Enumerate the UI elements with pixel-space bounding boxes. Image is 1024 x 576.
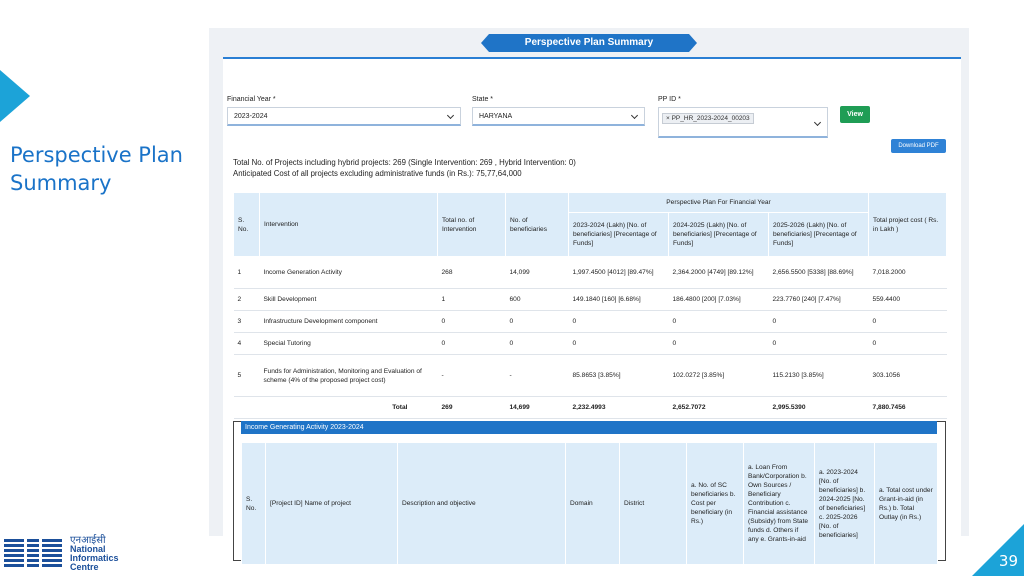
chevron-down-icon — [814, 119, 821, 126]
view-button[interactable]: View — [840, 106, 870, 123]
state-label: State * — [472, 96, 494, 103]
plan-card — [223, 57, 961, 547]
nic-logo — [4, 536, 119, 572]
iga-col-sno: S. No. — [242, 443, 266, 565]
nic-logo-mark — [4, 539, 65, 569]
col-group-financial-year: Perspective Plan For Financial Year — [569, 193, 869, 213]
pp-id-tag[interactable]: × PP_HR_2023-2024_00203 — [662, 113, 754, 124]
state-select[interactable] — [472, 107, 645, 126]
iga-col-loan: a. Loan From Bank/Corporation b. Own Sources / Beneficiary Contribution c. Financial assistance (Subsidy) from State funds d. Others if any e. Grants-in-aid — [744, 443, 815, 565]
summary-cost: Anticipated Cost of all projects excluding administrative funds (in Rs.): 75,77,64,000 — [233, 169, 522, 178]
page-banner: Perspective Plan Summary — [489, 34, 689, 52]
slide-title: Perspective Plan Summary — [10, 143, 183, 195]
screenshot-panel — [209, 28, 969, 543]
summary-projects: Total No. of Projects including hybrid projects: 269 (Single Intervention: 269 , Hybrid Intervention: 0) — [233, 158, 576, 167]
table-row: 1 Income Generation Activity 268 14,099 1,997.4500 [4012] [89.47%] 2,364.2000 [4749] [89.12%] 2,656.5500 [5338] [88.69%] 7,018.2000 — [234, 257, 947, 289]
financial-year-label: Financial Year * — [227, 96, 276, 103]
col-beneficiaries: No. of beneficiaries — [506, 193, 569, 257]
chevron-down-icon — [447, 112, 454, 119]
table-total-row: Total 269 14,699 2,232.4993 2,652.7072 2,995.5390 7,880.7456 — [234, 397, 947, 419]
col-year-1: 2023-2024 (Lakh) [No. of beneficiaries] [Precentage of Funds] — [569, 213, 669, 257]
perspective-plan-table — [233, 192, 947, 419]
table-row: 2 Skill Development 1 600 149.1840 [160] [6.68%] 186.4800 [200] [7.03%] 223.7760 [240] [7.47%] 559.4400 — [234, 289, 947, 311]
table-row: 3 Infrastructure Development component 0 0 0 0 0 0 — [234, 311, 947, 333]
col-intervention: Intervention — [260, 193, 438, 257]
pp-id-label: PP ID * — [658, 96, 681, 103]
table-row: 4 Special Tutoring 0 0 0 0 0 0 — [234, 333, 947, 355]
iga-table — [241, 442, 938, 565]
table-row: 5 Funds for Administration, Monitoring and Evaluation of scheme (4% of the proposed project cost) - - 85.8653 [3.85%] 102.0272 [3.85%] 115.2130 [3.85%] 303.1056 — [234, 355, 947, 397]
iga-col-sc: a. No. of SC beneficiaries b. Cost per beneficiary (in Rs.) — [687, 443, 744, 565]
nic-logo-text: एनआईसी National Informatics Centre — [70, 535, 119, 572]
slide-arrow-decoration — [0, 70, 30, 122]
financial-year-select[interactable] — [227, 107, 461, 126]
iga-section-title: Income Generating Activity 2023-2024 — [241, 421, 937, 434]
col-sno: S. No. — [234, 193, 260, 257]
banner-wrap — [209, 32, 969, 52]
iga-col-district: District — [620, 443, 687, 565]
iga-col-description: Description and objective — [398, 443, 566, 565]
state-value: HARYANA — [479, 113, 513, 120]
col-total-no: Total no. of Intervention — [438, 193, 506, 257]
iga-col-total-cost: a. Total cost under Grant-in-aid (in Rs.) b. Total Outlay (in Rs.) — [875, 443, 938, 565]
financial-year-value: 2023-2024 — [234, 113, 268, 120]
iga-col-project: [Project ID] Name of project — [266, 443, 398, 565]
col-year-3: 2025-2026 (Lakh) [No. of beneficiaries] [Precentage of Funds] — [769, 213, 869, 257]
col-year-2: 2024-2025 (Lakh) [No. of beneficiaries] [Precentage of Funds] — [669, 213, 769, 257]
iga-col-domain: Domain — [566, 443, 620, 565]
slide-page-number: 39 — [998, 552, 1018, 570]
pp-id-select[interactable] — [658, 107, 828, 138]
iga-col-years: a. 2023-2024 [No. of beneficiaries] b. 2024-2025 [No. of beneficiaries] c. 2025-2026 [No. of beneficiaries] — [815, 443, 875, 565]
chevron-down-icon — [631, 112, 638, 119]
col-total-cost: Total project cost ( Rs. in Lakh ) — [869, 193, 947, 257]
download-pdf-button[interactable]: Download PDF — [891, 139, 946, 153]
